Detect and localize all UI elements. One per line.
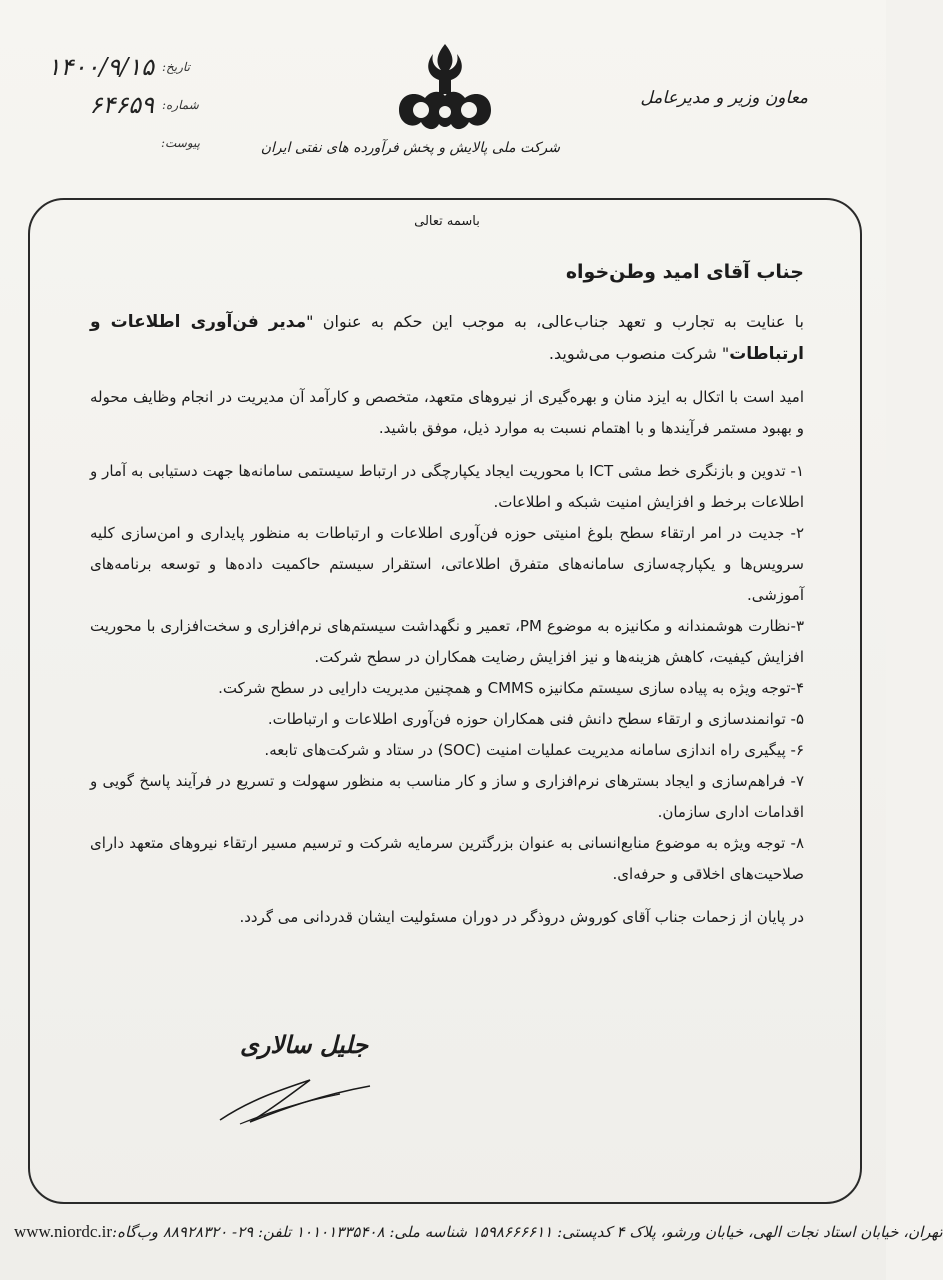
list-item: ۱- تدوین و بازنگری خط مشی ICT با محوریت ایجاد یکپارچگی در ارتباط سیستمی سامانه‌ها جهت دستیابی به آمار و اطلاعات برخط و افزایش امنیت شبکه و اطلاعات. bbox=[90, 462, 805, 511]
letter-body bbox=[90, 206, 804, 945]
number-label: شماره: bbox=[162, 98, 199, 112]
date-label: تاریخ: bbox=[162, 60, 190, 74]
list-item: ۲- جدیت در امر ارتقاء سطح بلوغ امنیتی حوزه فن‌آوری اطلاعات و ارتباطات به منظور پایداری و امن‌سازی کلیه سرویس‌ها و یکپارچه‌سازی سامانه‌های متفرق اطلاعاتی، استقرار سیستم حاکمیت داده‌ها و توسعه برنامه‌های آموزشی. bbox=[90, 524, 804, 604]
website-link[interactable]: www.niordc.ir bbox=[14, 1222, 113, 1241]
list-item: ۳-نظارت هوشمندانه و مکانیزه به موضوع PM، تعمیر و نگهداشت سیستم‌های نرم‌افزاری و سخت‌افزاری با محوریت افزایش کیفیت، کاهش هزینه‌ها و نیز افزایش رضایت همکاران در سطح شرکت. bbox=[90, 617, 804, 666]
letter-meta bbox=[40, 48, 200, 162]
bismillah: باسمه تعالی bbox=[414, 214, 480, 229]
signature-block bbox=[210, 1010, 410, 1130]
list-item: ۵- توانمندسازی و ارتقاء سطح دانش فنی همکاران حوزه فن‌آوری اطلاعات و ارتباطات. bbox=[267, 710, 804, 728]
list-item: ۷- فراهم‌سازی و ایجاد بسترهای نرم‌افزاری و ساز و کار مناسب به منظور سهولت و تسریع در فرآیند پاسخ گویی و اقدامات اداری سازمان. bbox=[90, 772, 804, 821]
signature-name: جلیل سالاری bbox=[240, 1030, 369, 1059]
signature-scrawl-icon bbox=[210, 1050, 390, 1130]
date-value: ۱۴۰۰/۹/۱۵ bbox=[47, 53, 154, 81]
body-paragraph: امید است با اتکال به ایزد منان و بهره‌گیری از نیروهای متعهد، متخصص و کارآمد آن مدیریت در انجام وظایف محوله و بهبود مستمر فرآیندها و با اهتمام نسبت به موارد ذیل، موفق باشید. bbox=[90, 388, 804, 437]
company-logo-block bbox=[260, 40, 560, 156]
company-name: شرکت ملی پالایش و پخش فرآورده های نفتی ایران bbox=[260, 140, 560, 156]
intro-paragraph bbox=[90, 306, 804, 370]
closing-paragraph: در پایان از زحمات جناب آقای کوروش دروذگر در دوران مسئولیت ایشان قدردانی می گردد. bbox=[239, 908, 804, 926]
number-value: ۶۴۶۵۹ bbox=[89, 91, 154, 119]
footer-address: تهران، خیابان استاد نجات الهی، خیابان ورشو، پلاک ۴ کدپستی: ۱۵۹۸۶۶۶۶۱۱ شناسه ملی: ۱۰۱۰۱۳۳۵۴۰۸ تلفن: ۲۹- ۸۸۹۲۸۳۲۰ وب‌گاه: bbox=[112, 1223, 943, 1241]
list-item: ۴-توجه ویژه به پیاده سازی سیستم مکانیزه CMMS و همچنین مدیریت دارایی در سطح شرکت. bbox=[218, 679, 804, 697]
intro-part1: با عنایت به تجارب و تعهد جناب‌عالی، به موجب این حکم به عنوان " bbox=[306, 312, 804, 331]
attachment-label: پیوست: bbox=[160, 136, 200, 150]
list-item: ۸- توجه ویژه به موضوع منابع‌انسانی به عنوان بزرگترین سرمایه شرکت و ترسیم مسیر ارتقاء نیروهای متعهد دارای صلاحیت‌های اخلاقی و حرفه‌ای. bbox=[90, 834, 804, 883]
sender-title: معاون وزیر و مدیرعامل bbox=[640, 88, 808, 108]
flame-logo-icon bbox=[385, 40, 505, 136]
salutation: جناب آقای امید وطن‌خواه bbox=[565, 261, 804, 283]
number-row bbox=[40, 86, 200, 124]
letter-footer bbox=[14, 1222, 943, 1242]
intro-part2: " شرکت منصوب می‌شوید. bbox=[548, 344, 730, 363]
position-title: مدیر فن‌آوری اطلاعات و ارتباطات bbox=[90, 312, 804, 364]
list-item: ۶- پیگیری راه اندازی سامانه مدیریت عملیات امنیت (SOC) در ستاد و شرکت‌های تابعه. bbox=[264, 741, 804, 759]
attachment-row bbox=[40, 124, 200, 162]
date-row bbox=[40, 48, 200, 86]
